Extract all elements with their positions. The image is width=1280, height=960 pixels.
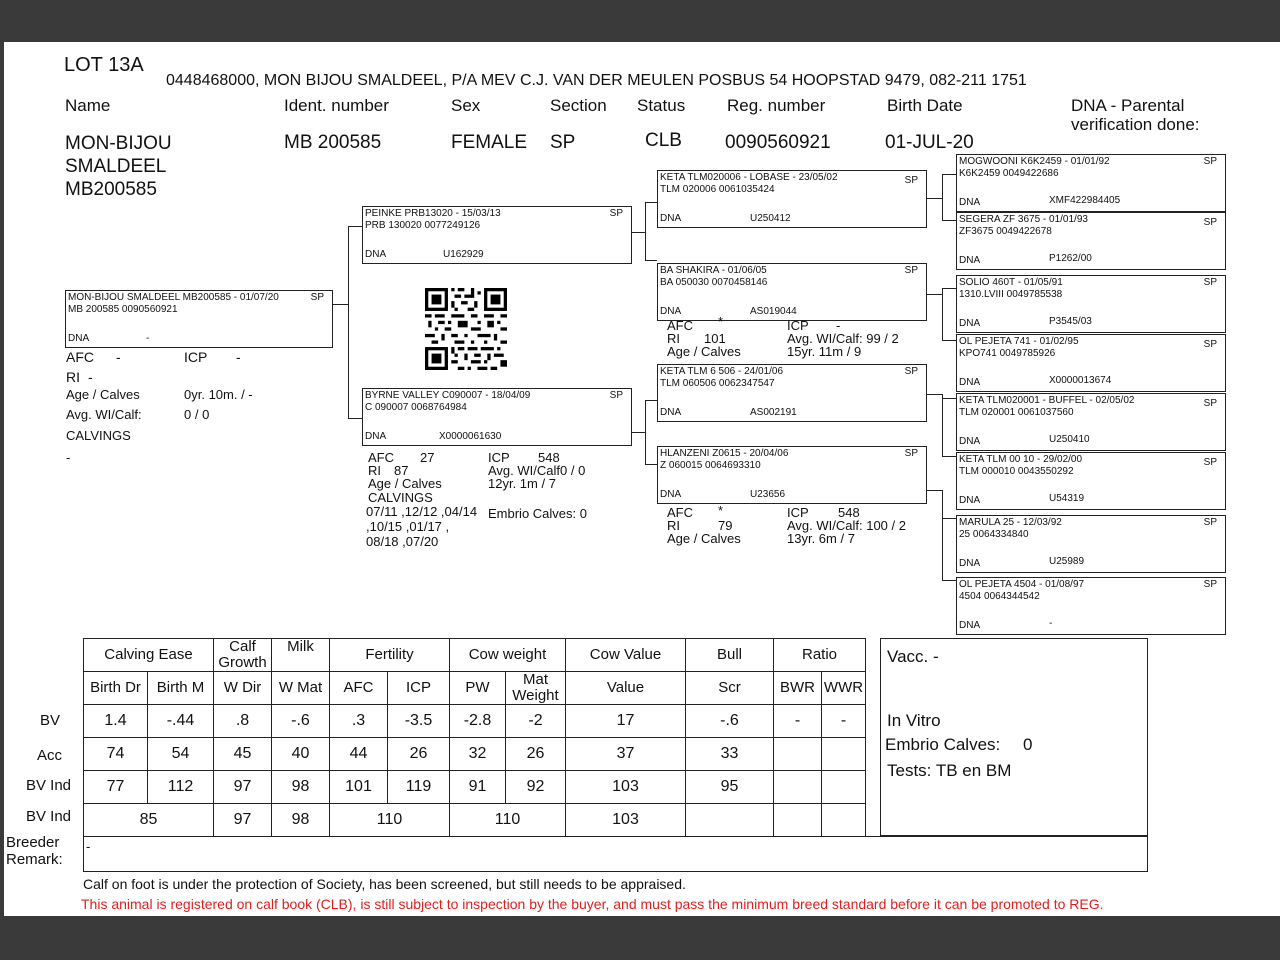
col-bwr: BWR [774, 672, 822, 705]
pedigree-dna-label: DNA [959, 620, 981, 631]
cell: .8 [214, 705, 272, 738]
cell: 45 [214, 738, 272, 771]
header-name: Name [65, 96, 111, 115]
pedigree-ident: MB 200585 0090560921 [68, 304, 178, 315]
animal-birth: 01-JUL-20 [885, 132, 974, 153]
col-mat-weight: Mat Weight [506, 672, 566, 705]
vacc-tests: Tests: TB en BM [887, 761, 1012, 780]
pedigree-ident: TLM 060506 0062347547 [660, 378, 775, 389]
pedigree-great-grandparent [956, 334, 1226, 392]
cell: 32 [450, 738, 506, 771]
group-calf-growth: Calf Growth [214, 639, 272, 672]
cell: -3.5 [388, 705, 450, 738]
pedigree-title: MARULA 25 - 12/03/92 [959, 517, 1062, 528]
pedigree-title: BYRNE VALLEY C090007 - 18/04/09 [365, 390, 531, 401]
gd2-ri-value: 79 [718, 518, 733, 533]
gd1-ri-value: 101 [704, 331, 726, 346]
gd1-icp-value: - [836, 318, 841, 333]
group-cow-weight: Cow weight [450, 639, 566, 672]
gd1-afc-value: * [718, 314, 724, 329]
cell: 26 [506, 738, 566, 771]
pedigree-ident: KPO741 0049785926 [959, 348, 1056, 359]
dam-calvings-list: ,10/15 ,01/17 , [366, 519, 450, 534]
animal-name [65, 132, 265, 201]
animal-reg: 0090560921 [725, 132, 831, 153]
dam-ri-label: RI [368, 463, 381, 478]
animal-name-line: MON-BIJOU [65, 133, 172, 154]
cell [822, 738, 866, 771]
dam-icp-label: ICP [488, 450, 510, 465]
cell: 110 [330, 804, 450, 837]
pedigree-title: SEGERA ZF 3675 - 01/01/93 [959, 214, 1088, 225]
pedigree-dna-value: X0000013674 [1049, 375, 1112, 386]
pedigree-dna-value: AS019044 [750, 306, 797, 317]
cell: -.6 [272, 705, 330, 738]
cell [774, 804, 822, 837]
pedigree-great-grandparent [956, 577, 1226, 635]
cell: 110 [450, 804, 566, 837]
dam-afc-label: AFC [368, 450, 394, 465]
cell: 103 [566, 771, 686, 804]
pedigree-dna-value: XMF422984405 [1049, 195, 1121, 206]
pedigree-great-grandparent [956, 393, 1226, 451]
gd1-icp-label: ICP [787, 318, 809, 333]
dam-age-value: 12yr. 1m / 7 [488, 476, 556, 491]
cell: 91 [450, 771, 506, 804]
pedigree-title: PEINKE PRB13020 - 15/03/13 [365, 208, 501, 219]
group-fertility: Fertility [330, 639, 450, 672]
gd1-afc-label: AFC [667, 318, 693, 333]
self-wi-label: Avg. WI/Calf: [66, 407, 142, 422]
pedigree-great-grandparent [956, 452, 1226, 510]
pedigree-section: SP [904, 366, 918, 377]
cell: 26 [388, 738, 450, 771]
lot-number: LOT 13A [64, 54, 144, 76]
pedigree-dna-label: DNA [959, 377, 981, 388]
table-row-bvind-group [84, 804, 866, 837]
cell: 119 [388, 771, 450, 804]
gd2-icp-value: 548 [838, 505, 860, 520]
pedigree-title: MOGWOONI K6K2459 - 01/01/92 [959, 156, 1110, 167]
pedigree-dam [362, 388, 632, 446]
dam-calvings-list: 07/11 ,12/12 ,04/14 [366, 504, 478, 519]
pedigree-section: SP [1203, 217, 1217, 228]
cell: - [774, 705, 822, 738]
pedigree-dna-label: DNA [365, 431, 387, 442]
pedigree-ident: 25 0064334840 [959, 529, 1029, 540]
pedigree-title: KETA TLM 6 506 - 24/01/06 [660, 366, 784, 377]
pedigree-ident: 1310.LVIII 0049785538 [959, 289, 1063, 300]
cell: -.6 [686, 705, 774, 738]
cell: 92 [506, 771, 566, 804]
pedigree-dna-label: DNA [959, 436, 981, 447]
gd2-age-value: 13yr. 6m / 7 [787, 531, 855, 546]
pedigree-ident: 4504 0064344542 [959, 591, 1040, 602]
col-pw: PW [450, 672, 506, 705]
remark-label-line: Breeder [6, 834, 60, 851]
footer-warning: This animal is registered on calf book (CLB), is still subject to inspection by the buyer, and must pass the minimum breed standard before it can be promoted to REG. [81, 896, 1104, 912]
self-afc-value: - [116, 349, 121, 365]
gd1-wi: Avg. WI/Calf: 99 / 2 [787, 331, 899, 346]
remark-label [6, 834, 63, 868]
animal-section: SP [550, 132, 576, 153]
cell [686, 804, 774, 837]
pedigree-section: SP [904, 265, 918, 276]
animal-name-line: SMALDEEL [65, 156, 167, 177]
group-ratio: Ratio [774, 639, 866, 672]
pedigree-dna-label: DNA [959, 495, 981, 506]
pedigree-section: SP [1203, 517, 1217, 528]
gd2-wi: Avg. WI/Calf: 100 / 2 [787, 518, 906, 533]
cell [774, 771, 822, 804]
pedigree-ident: BA 050030 0070458146 [660, 277, 768, 288]
pedigree-grandparent [657, 446, 927, 504]
cell: - [822, 705, 866, 738]
cell: 85 [84, 804, 214, 837]
pedigree-ident: TLM 020001 0061037560 [959, 407, 1074, 418]
col-wwr: WWR [822, 672, 866, 705]
dam-age-label: Age / Calves [368, 476, 442, 491]
pedigree-sire [362, 206, 632, 264]
cell: 74 [84, 738, 148, 771]
cell: 40 [272, 738, 330, 771]
col-scr: Scr [686, 672, 774, 705]
gd2-afc-label: AFC [667, 505, 693, 520]
self-ri-value: - [88, 369, 93, 385]
pedigree-dna-value: U250412 [750, 213, 791, 224]
self-wi-value: 0 / 0 [184, 407, 210, 422]
header-birth: Birth Date [887, 96, 963, 115]
row-label-bv: BV [40, 712, 61, 729]
cell [822, 771, 866, 804]
cell: 77 [84, 771, 148, 804]
header-reg: Reg. number [727, 96, 826, 115]
vacc-title: Vacc. - [887, 647, 939, 666]
vacc-invitro: In Vitro [887, 711, 941, 730]
gd2-icp-label: ICP [787, 505, 809, 520]
pedigree-dna-value: X0000061630 [439, 431, 502, 442]
remark-label-line: Remark: [6, 851, 63, 868]
self-age-value: 0yr. 10m. / - [184, 387, 253, 402]
dam-afc-value: 27 [420, 450, 435, 465]
col-afc: AFC [330, 672, 388, 705]
cell: .3 [330, 705, 388, 738]
pedigree-dna-value: AS002191 [750, 407, 797, 418]
pedigree-great-grandparent [956, 154, 1226, 212]
pedigree-title: KETA TLM 00 10 - 29/02/00 [959, 454, 1083, 465]
cell: 97 [214, 771, 272, 804]
col-value: Value [566, 672, 686, 705]
cell: 37 [566, 738, 686, 771]
cell: 33 [686, 738, 774, 771]
pedigree-dna-label: DNA [959, 255, 981, 266]
pedigree-self [65, 290, 333, 348]
pedigree-dna-label: DNA [660, 407, 682, 418]
dam-wi: Avg. WI/Calf0 / 0 [488, 463, 586, 478]
pedigree-dna-label: DNA [365, 249, 387, 260]
pedigree-title: BA SHAKIRA - 01/06/05 [660, 265, 767, 276]
cell: 54 [148, 738, 214, 771]
pedigree-section: SP [1203, 579, 1217, 590]
pedigree-section: SP [310, 292, 324, 303]
pedigree-section: SP [1203, 156, 1217, 167]
pedigree-dna-label: DNA [959, 318, 981, 329]
pedigree-dna-label: DNA [959, 197, 981, 208]
table-row-bvind [84, 771, 866, 804]
cell: -2.8 [450, 705, 506, 738]
pedigree-title: OL PEJETA 4504 - 01/08/97 [959, 579, 1085, 590]
self-icp-value: - [236, 349, 241, 365]
pedigree-ident: Z 060015 0064693310 [660, 460, 761, 471]
animal-name-line: MB200585 [65, 179, 157, 200]
gd2-ri-label: RI [667, 518, 680, 533]
pedigree-grandparent [657, 263, 927, 321]
pedigree-dna-label: DNA [660, 213, 682, 224]
remark-value: - [86, 839, 91, 854]
pedigree-section: SP [904, 175, 918, 186]
pedigree-section: SP [1203, 277, 1217, 288]
dam-calvings-list: 08/18 ,07/20 [366, 534, 439, 549]
owner-line: 0448468000, MON BIJOU SMALDEEL, P/A MEV C.J. VAN DER MEULEN POSBUS 54 HOOPSTAD 9479, 082-211 1751 [166, 72, 1027, 89]
cell: 17 [566, 705, 686, 738]
group-calving-ease: Calving Ease [84, 639, 214, 672]
vacc-embrio-value: 0 [1023, 735, 1033, 754]
pedigree-ident: TLM 020006 0061035424 [660, 184, 775, 195]
self-calvings-label: CALVINGS [66, 428, 131, 443]
row-label-bvind: BV Ind [26, 777, 72, 794]
pedigree-dna-value: U162929 [443, 249, 484, 260]
pedigree-dna-value: U23656 [750, 489, 786, 500]
pedigree-grandparent [657, 170, 927, 228]
row-label-acc: Acc [37, 747, 63, 764]
animal-status: CLB [645, 130, 682, 151]
self-ri-label: RI [66, 369, 80, 385]
pedigree-ident: C 090007 0068764984 [365, 402, 467, 413]
pedigree-section: SP [904, 448, 918, 459]
self-icp-label: ICP [184, 349, 208, 365]
cell: 95 [686, 771, 774, 804]
pedigree-section: SP [1203, 457, 1217, 468]
pedigree-section: SP [1203, 398, 1217, 409]
pedigree-dna-label: DNA [660, 306, 682, 317]
cell: 44 [330, 738, 388, 771]
col-w-mat: W Mat [272, 672, 330, 705]
col-birth-dr: Birth Dr [84, 672, 148, 705]
gd1-age-value: 15yr. 11m / 9 [787, 344, 862, 359]
pedigree-title: MON-BIJOU SMALDEEL MB200585 - 01/07/20 [68, 292, 279, 303]
pedigree-title: SOLIO 460T - 01/05/91 [959, 277, 1063, 288]
pedigree-great-grandparent [956, 275, 1226, 333]
header-status: Status [637, 96, 686, 115]
pedigree-section: SP [609, 390, 623, 401]
header-ident: Ident. number [284, 96, 389, 115]
pedigree-dna-value: U25989 [1049, 556, 1085, 567]
animal-ident: MB 200585 [284, 132, 382, 153]
row-label-bvind: BV Ind [26, 808, 72, 825]
cell: 98 [272, 771, 330, 804]
col-birth-m: Birth M [148, 672, 214, 705]
cell [822, 804, 866, 837]
cell: 112 [148, 771, 214, 804]
lot-document [4, 42, 1280, 916]
performance-table [83, 638, 866, 837]
pedigree-section: SP [1203, 339, 1217, 350]
col-icp: ICP [388, 672, 450, 705]
cell: 103 [566, 804, 686, 837]
table-row-acc [84, 738, 866, 771]
group-milk: Milk [272, 639, 330, 672]
pedigree-great-grandparent [956, 212, 1226, 270]
group-bull: Bull [686, 639, 774, 672]
pedigree-ident: TLM 000010 0043550292 [959, 466, 1074, 477]
col-w-dir: W Dir [214, 672, 272, 705]
pedigree-dna-value: P3545/03 [1049, 316, 1092, 327]
gd2-afc-value: * [718, 503, 724, 518]
group-cow-value: Cow Value [566, 639, 686, 672]
animal-sex: FEMALE [451, 132, 528, 153]
header-sex: Sex [451, 96, 481, 115]
pedigree-section: SP [609, 208, 623, 219]
pedigree-dna-value: - [146, 333, 150, 344]
cell: -.44 [148, 705, 214, 738]
self-afc-label: AFC [66, 349, 94, 365]
pedigree-title: OL PEJETA 741 - 01/02/95 [959, 336, 1079, 347]
pedigree-dna-value: U54319 [1049, 493, 1085, 504]
header-dna: DNA - Parental verification done: [1071, 96, 1200, 134]
self-age-label: Age / Calves [66, 387, 140, 402]
pedigree-great-grandparent [956, 515, 1226, 573]
header-section: Section [550, 96, 607, 115]
cell: 98 [272, 804, 330, 837]
pedigree-grandparent [657, 364, 927, 422]
gd1-age-label: Age / Calves [667, 344, 741, 359]
pedigree-ident: K6K2459 0049422686 [959, 168, 1059, 179]
qr-code-icon [422, 288, 510, 370]
dam-icp-value: 548 [538, 450, 560, 465]
cell: 101 [330, 771, 388, 804]
cell [774, 738, 822, 771]
pedigree-ident: ZF3675 0049422678 [959, 226, 1052, 237]
pedigree-title: HLANZENI Z0615 - 20/04/06 [660, 448, 789, 459]
table-row-bv [84, 705, 866, 738]
vaccination-panel [880, 638, 1148, 836]
vacc-embrio-label: Embrio Calves: [885, 735, 1001, 754]
dam-ri-value: 87 [394, 463, 409, 478]
pedigree-dna-value: P1262/00 [1049, 253, 1092, 264]
cell: 1.4 [84, 705, 148, 738]
pedigree-dna-label: DNA [959, 558, 981, 569]
gd1-ri-label: RI [667, 331, 680, 346]
breeder-remark [83, 836, 1148, 872]
pedigree-title: KETA TLM020001 - BUFFEL - 02/05/02 [959, 395, 1135, 406]
gd2-age-label: Age / Calves [667, 531, 741, 546]
pedigree-dna-value: - [1049, 618, 1053, 629]
pedigree-title: KETA TLM020006 - LOBASE - 23/05/02 [660, 172, 838, 183]
pedigree-dna-label: DNA [660, 489, 682, 500]
dam-calvings-label: CALVINGS [368, 490, 433, 505]
footer-note: Calf on foot is under the protection of Society, has been screened, but still needs to be appraised. [83, 876, 686, 892]
cell: -2 [506, 705, 566, 738]
pedigree-dna-label: DNA [68, 333, 90, 344]
dam-embrio: Embrio Calves: 0 [488, 506, 587, 521]
pedigree-ident: PRB 130020 0077249126 [365, 220, 481, 231]
pedigree-dna-value: U250410 [1049, 434, 1090, 445]
cell: 97 [214, 804, 272, 837]
self-calvings-value: - [66, 450, 71, 465]
